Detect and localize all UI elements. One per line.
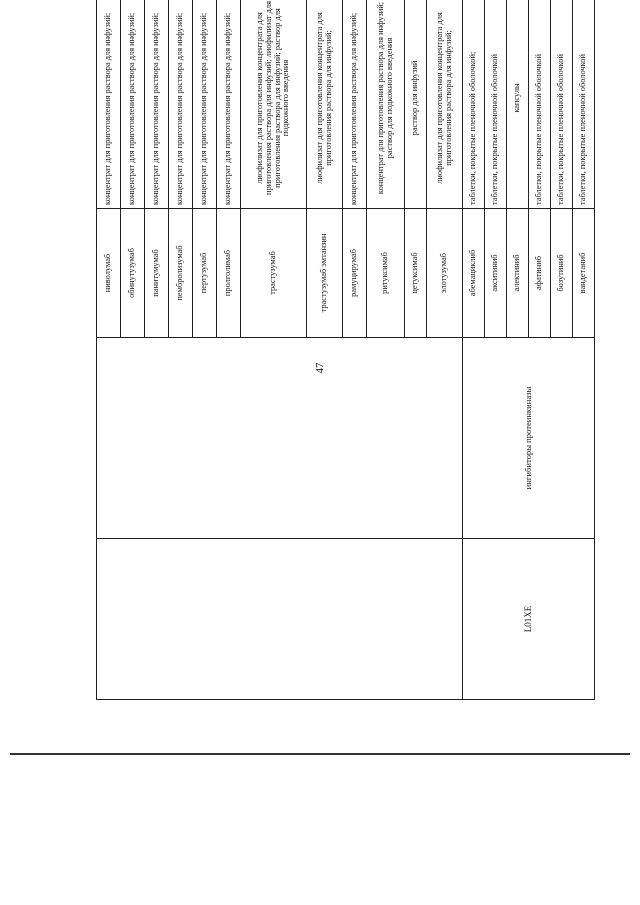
drug-name: абемациклиб [463, 209, 485, 338]
drug-name: цетуксимаб [405, 209, 427, 338]
drug-name: элотузумаб [427, 209, 463, 338]
dosage-form: таблетки, покрытые пленочной оболочкой [485, 0, 507, 209]
drug-name: афатиниб [529, 209, 551, 338]
dosage-form: концентрат для приготовления раствора для инфузий; [193, 0, 217, 209]
dosage-form: концентрат для приготовления раствора для инфузий; [121, 0, 145, 209]
table-row [463, 0, 485, 700]
atc-group-name: ингибиторы протеинкиназы [463, 338, 595, 539]
dosage-form: концентрат для приготовления раствора для инфузий; [145, 0, 169, 209]
drug-name: алектиниб [507, 209, 529, 338]
drug-name: акситиниб [485, 209, 507, 338]
dosage-form: концентрат для приготовления раствора для инфузий; [343, 0, 367, 209]
dosage-form: лиофилизат для приготовления концентрата для приготовления раствора для инфузий; [307, 0, 343, 209]
drug-name: пертузумаб [193, 209, 217, 338]
dosage-form: концентрат для приготовления раствора для инфузий; [217, 0, 241, 209]
dosage-form: таблетки, покрытые пленочной оболочкой [573, 0, 595, 209]
drug-name: трастузумаб эмтанзин [307, 209, 343, 338]
dosage-form: концентрат для приготовления раствора для инфузий; [169, 0, 193, 209]
atc-code: L01XE [463, 539, 595, 700]
table-row [97, 0, 121, 700]
drug-name: трастузумаб [241, 209, 307, 338]
dosage-form: концентрат для приготовления раствора для инфузий; раствор для подкожного введения [367, 0, 405, 209]
code-cell-empty [97, 539, 463, 700]
page-number: 47 [314, 362, 326, 374]
dosage-form: таблетки, покрытые пленочной оболочкой [529, 0, 551, 209]
drug-name: вандетаниб [573, 209, 595, 338]
dosage-form: лиофилизат для приготовления концентрата для приготовления раствора для инфузий; лиофилизат для приготовления раствора для инфузий; раствор для подкожного введения [241, 0, 307, 209]
drug-name: панитумумаб [145, 209, 169, 338]
drug-table-region [96, 1, 591, 700]
page-divider-line [10, 753, 630, 755]
drug-name: пролголимаб [217, 209, 241, 338]
dosage-form: капсулы [507, 0, 529, 209]
drug-name: рамуцирумаб [343, 209, 367, 338]
drug-name: обинутузумаб [121, 209, 145, 338]
drug-name: пембролизумаб [169, 209, 193, 338]
drug-name: ритуксимаб [367, 209, 405, 338]
drug-name: бозутиниб [551, 209, 573, 338]
dosage-form: концентрат для приготовления раствора для инфузий; [97, 0, 121, 209]
drug-table [96, 0, 595, 700]
drug-name: ниволумаб [97, 209, 121, 338]
dosage-form: таблетки, покрытые пленочной оболочкой [551, 0, 573, 209]
dosage-form: лиофилизат для приготовления концентрата для приготовления раствора для инфузий; [427, 0, 463, 209]
dosage-form: таблетки, покрытые пленочной оболочкой; [463, 0, 485, 209]
group-cell-empty [97, 338, 463, 539]
dosage-form: раствор для инфузий [405, 0, 427, 209]
